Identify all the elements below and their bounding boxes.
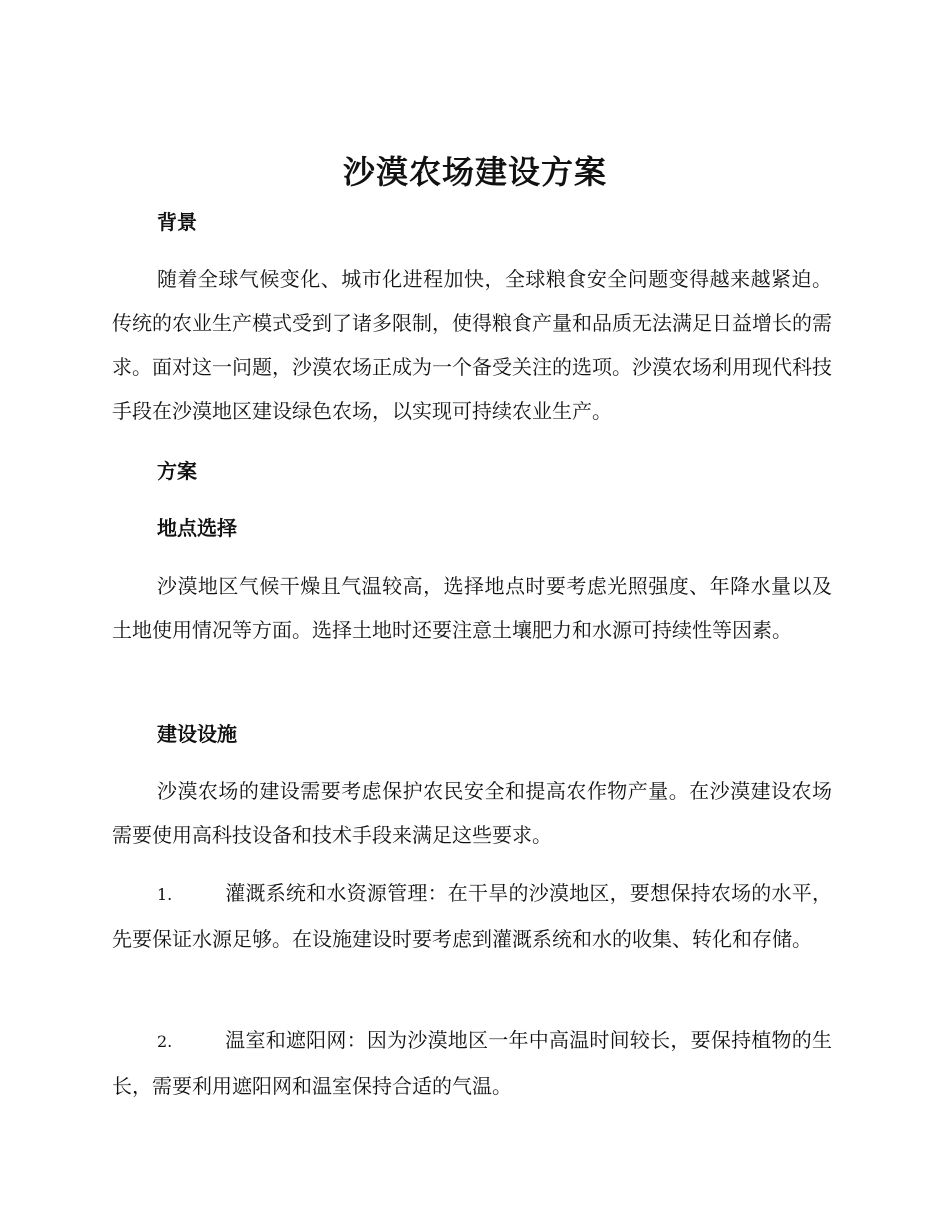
- list-item-text: 灌溉系统和水资源管理：在干旱的沙漠地区，要想保持农场的水平，先要保证水源足够。在设施建设时要考虑到灌溉系统和水的收集、转化和存储。: [112, 881, 832, 951]
- list-item: [112, 1018, 832, 1108]
- list-number: 1.: [157, 885, 173, 904]
- paragraph-facilities: 沙漠农场的建设需要考虑保护农民安全和提高农作物产量。在沙漠建设农场需要使用高科技设备和技术手段来满足这些要求。: [112, 779, 832, 847]
- section-heading-facilities: 建设设施: [157, 722, 237, 746]
- section-heading-background: 背景: [157, 210, 197, 234]
- list-item: [112, 871, 832, 961]
- list-number: 2.: [157, 1032, 173, 1051]
- section-heading-site-selection: 地点选择: [157, 516, 237, 540]
- list-item-text: 温室和遮阳网：因为沙漠地区一年中高温时间较长，要保持植物的生长，需要利用遮阳网和温室保持合适的气温。: [112, 1028, 832, 1098]
- paragraph-background: 随着全球气候变化、城市化进程加快，全球粮食安全问题变得越来越紧迫。传统的农业生产模式受到了诸多限制，使得粮食产量和品质无法满足日益增长的需求。面对这一问题，沙漠农场正成为一个备受关注的选项。沙漠农场利用现代科技手段在沙漠地区建设绿色农场，以实现可持续农业生产。: [112, 267, 832, 423]
- document-title: 沙漠农场建设方案: [342, 153, 607, 191]
- section-heading-plan: 方案: [157, 459, 197, 483]
- paragraph-site-selection: 沙漠地区气候干燥且气温较高，选择地点时要考虑光照强度、年降水量以及土地使用情况等方面。选择土地时还要注意土壤肥力和水源可持续性等因素。: [112, 574, 832, 642]
